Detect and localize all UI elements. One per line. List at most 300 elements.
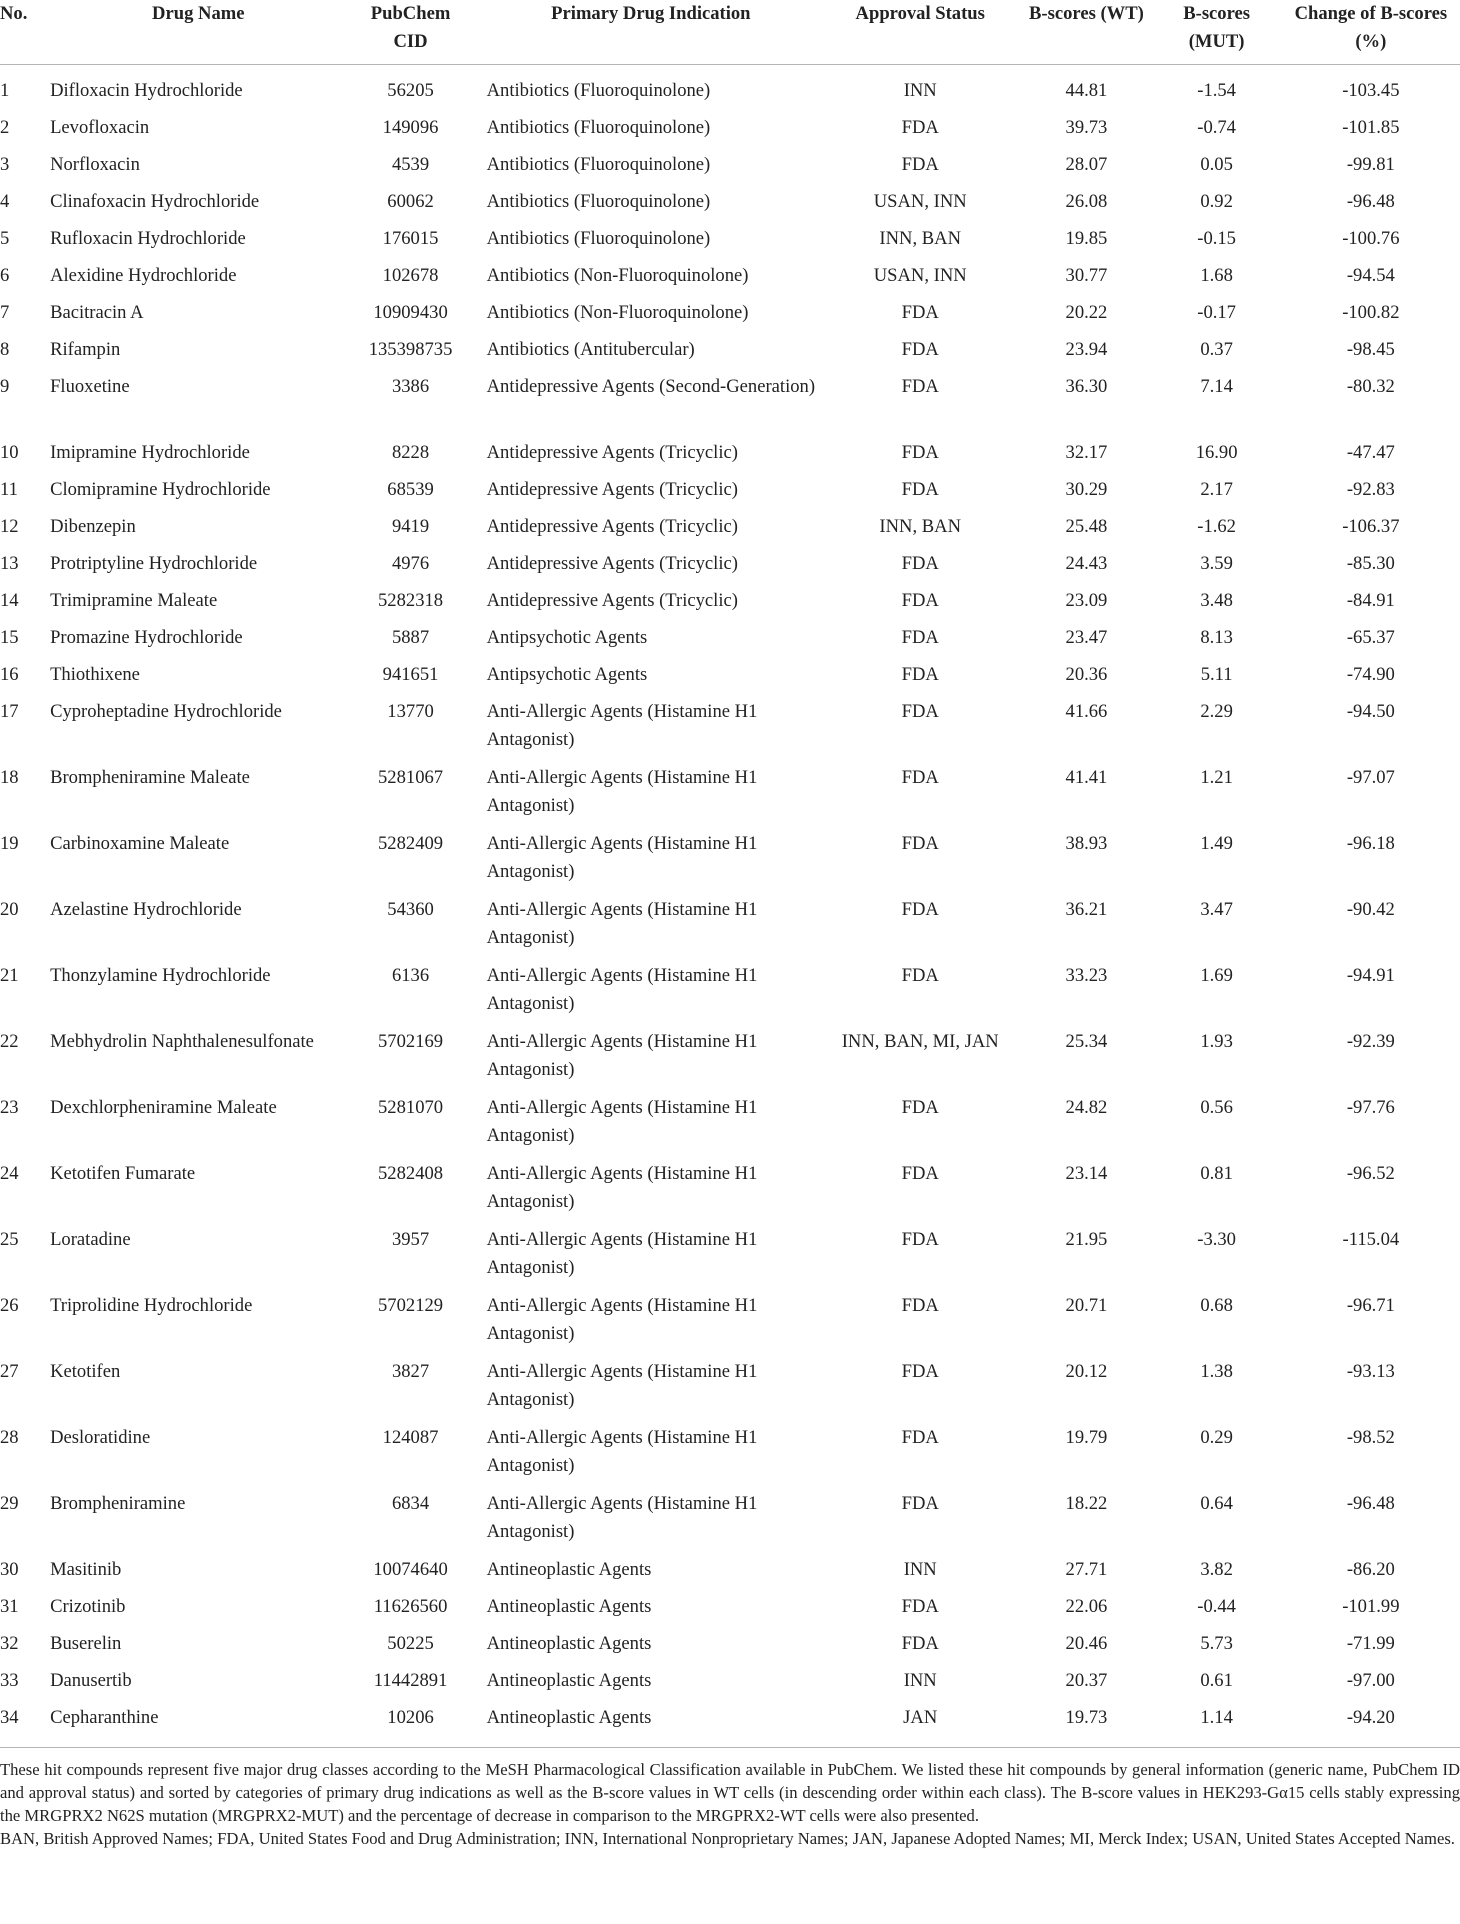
cell-change-percent: -93.13 [1346, 1361, 1395, 1382]
cell-indication: Antibiotics (Fluoroquinolone) [486, 228, 711, 249]
header-b-scores-mut: B-scores (MUT) [1152, 0, 1282, 65]
cell-b-score-mut: -0.15 [1197, 228, 1236, 249]
cell-change-percent: -92.83 [1346, 479, 1395, 500]
cell-b-score-mut: 16.90 [1195, 442, 1238, 463]
cell-pubchem-cid: 124087 [382, 1427, 439, 1448]
cell-approval-status: FDA [901, 1229, 939, 1250]
cell-b-score-mut: -1.62 [1197, 516, 1236, 537]
cell-b-score-mut: 5.11 [1200, 664, 1233, 685]
cell-pubchem-cid: 13770 [387, 701, 434, 722]
cell-approval-status: FDA [901, 339, 939, 360]
cell-pubchem-cid: 176015 [382, 228, 439, 249]
cell-no: 18 [0, 767, 19, 788]
cell-approval-status: INN, BAN [879, 516, 962, 537]
table-row [0, 1490, 1460, 1556]
cell-b-score-mut: 0.81 [1200, 1163, 1233, 1184]
cell-drug-name: Masitinib [50, 1559, 122, 1580]
cell-drug-name: Brompheniramine Maleate [50, 767, 250, 788]
cell-drug-name: Norfloxacin [50, 154, 140, 175]
cell-pubchem-cid: 149096 [382, 117, 439, 138]
cell-indication: Anti-Allergic Agents (Histamine H1 Antagonist) [486, 1295, 758, 1344]
cell-change-percent: -97.07 [1346, 767, 1395, 788]
cell-no: 19 [0, 833, 19, 854]
cell-no: 22 [0, 1031, 19, 1052]
cell-indication: Antineoplastic Agents [486, 1559, 652, 1580]
cell-approval-status: INN [903, 80, 937, 101]
cell-indication: Antipsychotic Agents [486, 664, 648, 685]
cell-no: 13 [0, 553, 19, 574]
header-pubchem-cid: PubChem CID [350, 0, 470, 65]
cell-b-score-mut: 0.05 [1200, 154, 1233, 175]
cell-pubchem-cid: 56205 [387, 80, 434, 101]
cell-change-percent: -115.04 [1342, 1229, 1400, 1250]
cell-change-percent: -96.48 [1346, 191, 1395, 212]
cell-approval-status: FDA [901, 701, 939, 722]
cell-change-percent: -90.42 [1346, 899, 1395, 920]
cell-approval-status: FDA [901, 1163, 939, 1184]
cell-no: 11 [0, 479, 18, 500]
cell-drug-name: Dexchlorpheniramine Maleate [50, 1097, 277, 1118]
cell-b-score-wt: 33.23 [1065, 965, 1108, 986]
cell-no: 32 [0, 1633, 19, 1654]
cell-approval-status: INN [903, 1670, 937, 1691]
cell-pubchem-cid: 3827 [391, 1361, 430, 1382]
cell-no: 31 [0, 1596, 19, 1617]
cell-b-score-wt: 19.73 [1021, 1704, 1151, 1748]
header-row [0, 0, 1460, 65]
cell-drug-name: Triprolidine Hydrochloride [50, 1295, 253, 1316]
cell-b-score-mut: 0.92 [1200, 191, 1233, 212]
cell-drug-name: Ketotifen [50, 1361, 121, 1382]
cell-b-score-mut: 3.47 [1200, 899, 1233, 920]
cell-change-percent: -96.48 [1346, 1493, 1395, 1514]
cell-approval-status: FDA [901, 1633, 939, 1654]
cell-b-score-wt: 25.48 [1065, 516, 1108, 537]
cell-change-percent: -65.37 [1346, 627, 1395, 648]
cell-b-score-mut: 2.17 [1200, 479, 1233, 500]
header-b-scores-wt: B-scores (WT) [1021, 0, 1151, 65]
cell-pubchem-cid: 135398735 [368, 339, 453, 360]
cell-indication: Antibiotics (Antitubercular) [486, 339, 695, 360]
cell-b-score-wt: 23.94 [1065, 339, 1108, 360]
cell-approval-status: FDA [901, 442, 939, 463]
cell-indication: Antibiotics (Non-Fluoroquinolone) [486, 302, 749, 323]
cell-approval-status: FDA [901, 1493, 939, 1514]
cell-indication: Antineoplastic Agents [486, 1633, 652, 1654]
table-row [0, 1704, 1460, 1748]
cell-change-percent: -97.00 [1346, 1670, 1395, 1691]
cell-approval-status: JAN [819, 1704, 1021, 1748]
cell-indication: Antineoplastic Agents [471, 1704, 819, 1748]
cell-pubchem-cid: 11442891 [373, 1670, 448, 1691]
cell-b-score-wt: 19.85 [1065, 228, 1108, 249]
cell-change-percent: -94.20 [1282, 1704, 1460, 1748]
cell-b-score-wt: 20.36 [1065, 664, 1108, 685]
table-row [0, 896, 1460, 962]
cell-pubchem-cid: 3957 [391, 1229, 430, 1250]
cell-approval-status: FDA [901, 627, 939, 648]
cell-pubchem-cid: 941651 [382, 664, 439, 685]
cell-drug-name: Clomipramine Hydrochloride [50, 479, 271, 500]
cell-pubchem-cid: 10206 [350, 1704, 470, 1748]
table-row [0, 262, 1460, 299]
cell-change-percent: -101.85 [1342, 117, 1400, 138]
cell-change-percent: -71.99 [1346, 1633, 1395, 1654]
cell-drug-name: Cepharanthine [46, 1704, 350, 1748]
table-row [0, 1028, 1460, 1094]
cell-b-score-mut: 2.29 [1200, 701, 1233, 722]
cell-no: 27 [0, 1361, 19, 1382]
cell-no: 8 [0, 339, 10, 360]
cell-no: 6 [0, 265, 10, 286]
cell-drug-name: Promazine Hydrochloride [50, 627, 243, 648]
cell-no: 20 [0, 899, 19, 920]
cell-indication: Anti-Allergic Agents (Histamine H1 Antagonist) [486, 767, 758, 816]
table-row [0, 1160, 1460, 1226]
cell-approval-status: FDA [901, 1596, 939, 1617]
cell-pubchem-cid: 5282409 [378, 833, 444, 854]
cell-pubchem-cid: 5282408 [378, 1163, 444, 1184]
cell-b-score-wt: 19.79 [1065, 1427, 1108, 1448]
cell-pubchem-cid: 5702169 [378, 1031, 444, 1052]
cell-indication: Antidepressive Agents (Tricyclic) [486, 442, 738, 463]
cell-indication: Antidepressive Agents (Tricyclic) [486, 516, 738, 537]
cell-drug-name: Loratadine [50, 1229, 131, 1250]
cell-b-score-mut: -0.74 [1197, 117, 1236, 138]
table-row [0, 1226, 1460, 1292]
cell-drug-name: Thiothixene [50, 664, 140, 685]
cell-b-score-wt: 25.34 [1065, 1031, 1108, 1052]
cell-pubchem-cid: 10909430 [373, 302, 448, 323]
cell-pubchem-cid: 5702129 [378, 1295, 444, 1316]
cell-b-score-wt: 18.22 [1065, 1493, 1108, 1514]
cell-indication: Antidepressive Agents (Tricyclic) [486, 479, 738, 500]
cell-no: 34 [0, 1704, 46, 1748]
cell-indication: Anti-Allergic Agents (Histamine H1 Antagonist) [486, 1031, 758, 1080]
table-row [0, 550, 1460, 587]
cell-change-percent: -96.52 [1346, 1163, 1395, 1184]
table-header [0, 0, 1460, 65]
cell-b-score-wt: 41.66 [1065, 701, 1108, 722]
cell-b-score-wt: 27.71 [1065, 1559, 1108, 1580]
cell-indication: Anti-Allergic Agents (Histamine H1 Antagonist) [486, 1097, 758, 1146]
cell-no: 10 [0, 442, 19, 463]
cell-change-percent: -85.30 [1346, 553, 1395, 574]
cell-indication: Anti-Allergic Agents (Histamine H1 Antagonist) [486, 1493, 758, 1542]
cell-drug-name: Fluoxetine [50, 376, 130, 397]
table-row [0, 1667, 1460, 1704]
cell-b-score-mut: 1.68 [1200, 265, 1233, 286]
cell-no: 29 [0, 1493, 19, 1514]
table-row [0, 1556, 1460, 1593]
header-change-b-scores: Change of B-scores (%) [1282, 0, 1460, 65]
cell-no: 16 [0, 664, 19, 685]
cell-no: 21 [0, 965, 19, 986]
cell-b-score-mut: 0.64 [1200, 1493, 1233, 1514]
table-row [0, 513, 1460, 550]
cell-pubchem-cid: 50225 [387, 1633, 434, 1654]
cell-drug-name: Protriptyline Hydrochloride [50, 553, 258, 574]
cell-approval-status: FDA [901, 376, 939, 397]
cell-b-score-mut: 1.21 [1200, 767, 1233, 788]
cell-change-percent: -98.52 [1346, 1427, 1395, 1448]
table-row [0, 373, 1460, 439]
cell-drug-name: Cyproheptadine Hydrochloride [50, 701, 282, 722]
cell-pubchem-cid: 11626560 [373, 1596, 448, 1617]
cell-pubchem-cid: 68539 [387, 479, 434, 500]
cell-b-score-mut: 3.82 [1200, 1559, 1233, 1580]
cell-indication: Anti-Allergic Agents (Histamine H1 Antagonist) [486, 833, 758, 882]
cell-b-score-wt: 23.47 [1065, 627, 1108, 648]
cell-b-score-mut: 1.14 [1152, 1704, 1282, 1748]
cell-b-score-wt: 36.30 [1065, 376, 1108, 397]
cell-drug-name: Clinafoxacin Hydrochloride [50, 191, 260, 212]
cell-approval-status: FDA [901, 117, 939, 138]
cell-pubchem-cid: 60062 [387, 191, 434, 212]
cell-change-percent: -103.45 [1342, 80, 1400, 101]
cell-pubchem-cid: 5281070 [378, 1097, 444, 1118]
cell-no: 14 [0, 590, 19, 611]
cell-change-percent: -47.47 [1346, 442, 1395, 463]
cell-b-score-wt: 20.12 [1065, 1361, 1108, 1382]
cell-pubchem-cid: 6834 [391, 1493, 430, 1514]
cell-b-score-wt: 20.37 [1065, 1670, 1108, 1691]
cell-indication: Anti-Allergic Agents (Histamine H1 Antagonist) [486, 1427, 758, 1476]
footnote-abbreviations: BAN, British Approved Names; FDA, United States Food and Drug Administration; INN, International Nonproprietary Names; JAN, Japanese Adopted Names; MI, Merck Index; USAN, United States Accepted Names. [0, 1829, 1455, 1848]
cell-b-score-mut: 1.38 [1200, 1361, 1233, 1382]
cell-drug-name: Mebhydrolin Naphthalenesulfonate [50, 1031, 314, 1052]
table-row [0, 698, 1460, 764]
table-row [0, 962, 1460, 1028]
cell-b-score-wt: 30.77 [1065, 265, 1108, 286]
cell-indication: Anti-Allergic Agents (Histamine H1 Antagonist) [486, 1163, 758, 1212]
table-row [0, 1292, 1460, 1358]
cell-change-percent: -92.39 [1346, 1031, 1395, 1052]
table-row [0, 587, 1460, 624]
cell-change-percent: -86.20 [1346, 1559, 1395, 1580]
cell-no: 28 [0, 1427, 19, 1448]
cell-approval-status: INN, BAN [879, 228, 962, 249]
cell-indication: Anti-Allergic Agents (Histamine H1 Antagonist) [486, 1361, 758, 1410]
table-row [0, 830, 1460, 896]
table-row [0, 225, 1460, 262]
cell-drug-name: Dibenzepin [50, 516, 136, 537]
cell-change-percent: -94.50 [1346, 701, 1395, 722]
cell-b-score-wt: 24.43 [1065, 553, 1108, 574]
cell-b-score-wt: 30.29 [1065, 479, 1108, 500]
cell-approval-status: FDA [901, 1295, 939, 1316]
cell-drug-name: Brompheniramine [50, 1493, 186, 1514]
cell-change-percent: -106.37 [1342, 516, 1400, 537]
cell-b-score-mut: 7.14 [1200, 376, 1233, 397]
table-row [0, 1424, 1460, 1490]
cell-indication: Antineoplastic Agents [486, 1596, 652, 1617]
cell-approval-status: FDA [901, 302, 939, 323]
cell-drug-name: Levofloxacin [50, 117, 150, 138]
table-row [0, 661, 1460, 698]
cell-b-score-mut: 3.48 [1200, 590, 1233, 611]
table-row [0, 1358, 1460, 1424]
cell-change-percent: -84.91 [1346, 590, 1395, 611]
cell-change-percent: -74.90 [1346, 664, 1395, 685]
cell-indication: Antibiotics (Fluoroquinolone) [486, 117, 711, 138]
cell-no: 9 [0, 376, 10, 397]
table-row [0, 188, 1460, 225]
cell-b-score-wt: 28.07 [1065, 154, 1108, 175]
cell-pubchem-cid: 102678 [382, 265, 439, 286]
cell-b-score-mut: -3.30 [1197, 1229, 1236, 1250]
cell-change-percent: -99.81 [1346, 154, 1395, 175]
table-row [0, 151, 1460, 188]
cell-pubchem-cid: 6136 [391, 965, 430, 986]
cell-change-percent: -101.99 [1342, 1596, 1400, 1617]
cell-change-percent: -80.32 [1346, 376, 1395, 397]
cell-indication: Anti-Allergic Agents (Histamine H1 Antagonist) [486, 701, 758, 750]
cell-pubchem-cid: 4539 [391, 154, 430, 175]
cell-pubchem-cid: 5282318 [378, 590, 444, 611]
header-approval-status: Approval Status [819, 0, 1021, 65]
cell-b-score-wt: 24.82 [1065, 1097, 1108, 1118]
cell-approval-status: FDA [901, 553, 939, 574]
cell-b-score-mut: -1.54 [1197, 80, 1236, 101]
cell-indication: Antidepressive Agents (Second-Generation) [486, 376, 816, 397]
cell-indication: Antidepressive Agents (Tricyclic) [486, 590, 738, 611]
cell-indication: Anti-Allergic Agents (Histamine H1 Antagonist) [486, 899, 758, 948]
cell-b-score-wt: 41.41 [1065, 767, 1108, 788]
cell-b-score-mut: 3.59 [1200, 553, 1233, 574]
table-row [0, 764, 1460, 830]
cell-b-score-mut: 5.73 [1200, 1633, 1233, 1654]
cell-drug-name: Bacitracin A [50, 302, 144, 323]
cell-no: 23 [0, 1097, 19, 1118]
cell-drug-name: Rifampin [50, 339, 121, 360]
cell-change-percent: -100.76 [1342, 228, 1400, 249]
cell-pubchem-cid: 8228 [391, 442, 430, 463]
header-no: No. [0, 0, 46, 65]
cell-b-score-wt: 44.81 [1065, 80, 1108, 101]
cell-b-score-wt: 23.14 [1065, 1163, 1108, 1184]
cell-pubchem-cid: 5887 [391, 627, 430, 648]
cell-drug-name: Ketotifen Fumarate [50, 1163, 196, 1184]
cell-no: 5 [0, 228, 10, 249]
cell-change-percent: -100.82 [1342, 302, 1400, 323]
cell-b-score-mut: -0.44 [1197, 1596, 1236, 1617]
cell-approval-status: USAN, INN [873, 191, 967, 212]
cell-b-score-wt: 26.08 [1065, 191, 1108, 212]
cell-b-score-mut: 1.49 [1200, 833, 1233, 854]
cell-b-score-wt: 21.95 [1065, 1229, 1108, 1250]
cell-drug-name: Crizotinib [50, 1596, 126, 1617]
cell-no: 25 [0, 1229, 19, 1250]
table-row [0, 1630, 1460, 1667]
cell-drug-name: Trimipramine Maleate [50, 590, 218, 611]
cell-indication: Anti-Allergic Agents (Histamine H1 Antagonist) [486, 1229, 758, 1278]
cell-indication: Antibiotics (Fluoroquinolone) [486, 154, 711, 175]
cell-approval-status: FDA [901, 1097, 939, 1118]
cell-no: 4 [0, 191, 10, 212]
cell-approval-status: FDA [901, 833, 939, 854]
cell-no: 33 [0, 1670, 19, 1691]
cell-pubchem-cid: 4976 [391, 553, 430, 574]
cell-b-score-wt: 32.17 [1065, 442, 1108, 463]
cell-drug-name: Buserelin [50, 1633, 122, 1654]
cell-indication: Anti-Allergic Agents (Histamine H1 Antagonist) [486, 965, 758, 1014]
cell-drug-name: Azelastine Hydrochloride [50, 899, 242, 920]
table-row [0, 336, 1460, 373]
cell-change-percent: -94.91 [1346, 965, 1395, 986]
cell-no: 30 [0, 1559, 19, 1580]
cell-drug-name: Thonzylamine Hydrochloride [50, 965, 271, 986]
cell-no: 12 [0, 516, 19, 537]
cell-approval-status: FDA [901, 767, 939, 788]
cell-b-score-wt: 36.21 [1065, 899, 1108, 920]
cell-change-percent: -94.54 [1346, 265, 1395, 286]
cell-b-score-wt: 22.06 [1065, 1596, 1108, 1617]
cell-drug-name: Difloxacin Hydrochloride [50, 80, 243, 101]
cell-b-score-mut: 0.68 [1200, 1295, 1233, 1316]
cell-no: 24 [0, 1163, 19, 1184]
table-row [0, 439, 1460, 476]
cell-b-score-mut: 1.93 [1200, 1031, 1233, 1052]
cell-no: 2 [0, 117, 10, 138]
cell-drug-name: Rufloxacin Hydrochloride [50, 228, 246, 249]
cell-pubchem-cid: 5281067 [378, 767, 444, 788]
cell-approval-status: FDA [901, 899, 939, 920]
cell-indication: Antipsychotic Agents [486, 627, 648, 648]
cell-b-score-mut: -0.17 [1197, 302, 1236, 323]
table-row [0, 1593, 1460, 1630]
table-row [0, 624, 1460, 661]
cell-no: 3 [0, 154, 10, 175]
cell-no: 1 [0, 80, 10, 101]
cell-change-percent: -97.76 [1346, 1097, 1395, 1118]
cell-approval-status: FDA [901, 664, 939, 685]
cell-drug-name: Alexidine Hydrochloride [50, 265, 237, 286]
cell-b-score-mut: 8.13 [1200, 627, 1233, 648]
table-row [0, 476, 1460, 513]
cell-b-score-wt: 20.22 [1065, 302, 1108, 323]
cell-approval-status: FDA [901, 1427, 939, 1448]
cell-indication: Antidepressive Agents (Tricyclic) [486, 553, 738, 574]
cell-b-score-mut: 0.56 [1200, 1097, 1233, 1118]
header-indication: Primary Drug Indication [471, 0, 819, 65]
cell-no: 17 [0, 701, 19, 722]
cell-indication: Antibiotics (Fluoroquinolone) [486, 191, 711, 212]
cell-b-score-wt: 20.71 [1065, 1295, 1108, 1316]
cell-approval-status: INN [903, 1559, 937, 1580]
table-row [0, 299, 1460, 336]
footnote-description: These hit compounds represent five major drug classes according to the MeSH Pharmacological Classification available in PubChem. We listed these hit compounds by general information (generic name, PubChem ID and approval status) and sorted by categories of primary drug indications as well as the B-score values in WT cells (in descending order within each class). The B-score values in HEK293-Gα15 cells stably expressing the MRGPRX2 N62S mutation (MRGPRX2-MUT) and the percentage of decrease in comparison to the MRGPRX2-WT cells were also presented. [0, 1760, 1460, 1825]
cell-approval-status: FDA [901, 154, 939, 175]
cell-indication: Antibiotics (Fluoroquinolone) [486, 80, 711, 101]
cell-change-percent: -96.71 [1346, 1295, 1395, 1316]
cell-pubchem-cid: 54360 [387, 899, 434, 920]
cell-approval-status: FDA [901, 1361, 939, 1382]
table-row [0, 1094, 1460, 1160]
cell-approval-status: FDA [901, 479, 939, 500]
cell-b-score-wt: 23.09 [1065, 590, 1108, 611]
cell-b-score-mut: 0.37 [1200, 339, 1233, 360]
cell-b-score-mut: 0.29 [1200, 1427, 1233, 1448]
cell-no: 15 [0, 627, 19, 648]
cell-indication: Antibiotics (Non-Fluoroquinolone) [486, 265, 749, 286]
cell-no: 7 [0, 302, 10, 323]
table-body [0, 65, 1460, 1748]
cell-b-score-mut: 1.69 [1200, 965, 1233, 986]
cell-drug-name: Carbinoxamine Maleate [50, 833, 230, 854]
table-row [0, 114, 1460, 151]
cell-b-score-mut: 0.61 [1200, 1670, 1233, 1691]
